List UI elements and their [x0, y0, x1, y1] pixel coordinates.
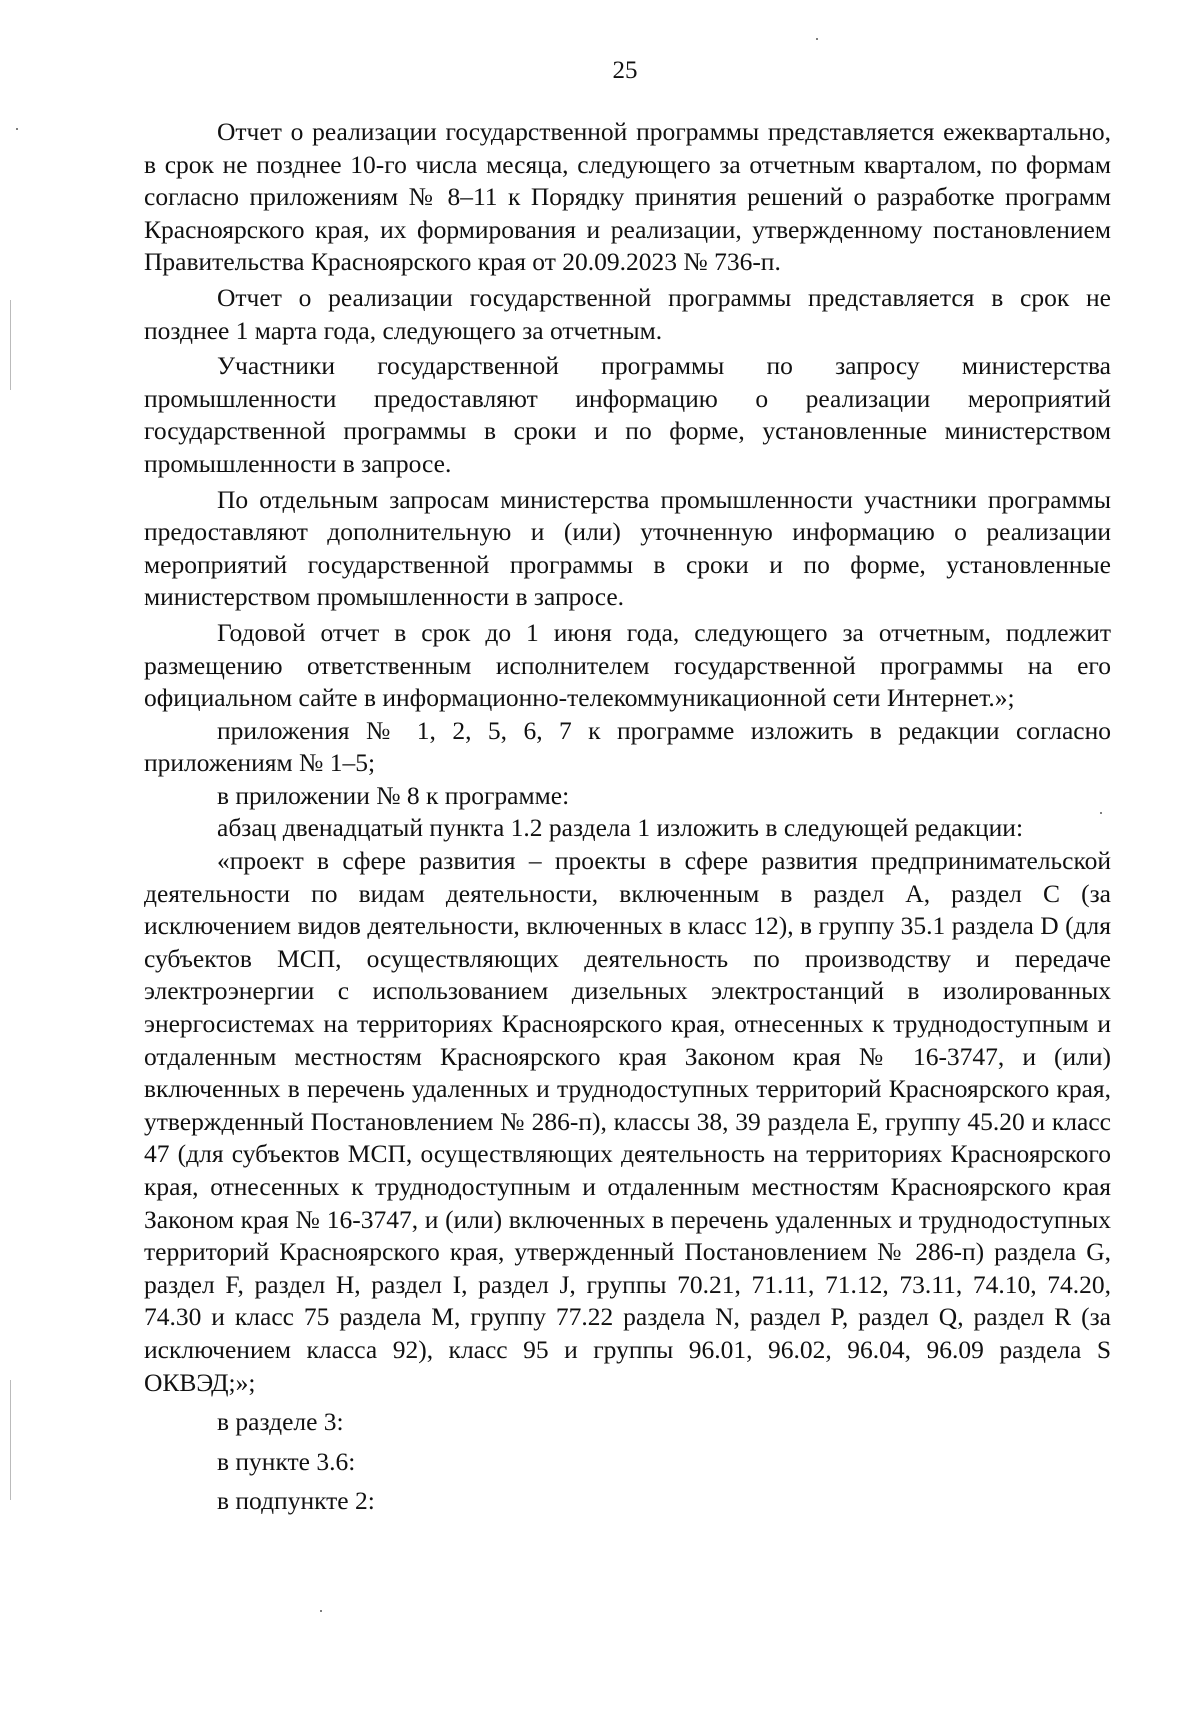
scan-speck [816, 38, 818, 40]
document-body [144, 116, 1111, 1518]
scan-margin-line [10, 300, 11, 390]
paragraph-report-annual-deadline: Отчет о реализации государственной программы представляется в срок не позднее 1 марта года, следующего за отчетным. [144, 282, 1111, 345]
paragraph-report-quarterly: Отчет о реализации государственной программы представляется ежеквартально, в срок не позднее 10-го числа месяца, следующего за отчетным кварталом, по формам согласно приложениям № 8–11 к Порядку принятия решений о разработке программ Красноярского края, их формирования и реализации, утвержденному постановлением Правительства Красноярского края от 20.09.2023 № 736-п. [144, 117, 1111, 277]
paragraph-appendices-amendment: приложения № 1, 2, 5, 6, 7 к программе изложить в редакции согласно приложениям № 1–5; [144, 715, 1111, 778]
paragraph-section-3: в разделе 3: [217, 1407, 344, 1437]
paragraph-subitem-2: в подпункте 2: [217, 1486, 375, 1516]
scan-speck [1100, 812, 1102, 814]
paragraph-item-3-6: в пункте 3.6: [217, 1446, 356, 1476]
paragraph-participants-info: Участники государственной программы по запросу министерства промышленности предоставляют информацию о реализации мероприятий государственной программы в сроки и по форме, установленные министерством промышленности в запросе. [144, 351, 1111, 478]
scan-speck [320, 1610, 322, 1612]
paragraph-project-definition: «проект в сфере развития – проекты в сфере развития предпринимательской деятельности по видам деятельности, включенным в раздел A, раздел C (за исключением видов деятельности, включенных в класс 12), в группу 35.1 раздела D (для субъектов МСП, осуществляющих деятельность по производству и передаче электроэнергии с использованием дизельных электростанций в изолированных энергосистемах на территориях Красноярского края, отнесенных к труднодоступным и отдаленным местностям Красноярского края Законом края № 16-3747, и (или) включенных в перечень удаленных и труднодоступных территорий Красноярского края, утвержденный Постановлением № 286-п), классы 38, 39 раздела E, группу 45.20 и класс 47 (для субъектов МСП, осуществляющих деятельность на территориях Красноярского края, отнесенных к труднодоступным и отдаленным местностям Красноярского края Законом края № 16-3747, и (или) включенных в перечень удаленных и труднодоступных территорий Красноярского края, утвержденный Постановлением № 286-п) раздела G, раздел F, раздел H, раздел I, раздел J, группы 70.21, 71.11, 71.12, 73.11, 74.10, 74.20, 74.30 и класс 75 раздела M, группу 77.22 раздела N, раздел P, раздел Q, раздел R (за исключением класса 92), класс 95 и группы 96.01, 96.02, 96.04, 96.09 раздела S ОКВЭД;»; [144, 846, 1111, 1397]
paragraph-clause-1-2: абзац двенадцатый пункта 1.2 раздела 1 изложить в следующей редакции: [217, 813, 1024, 843]
paragraph-separate-requests: По отдельным запросам министерства промышленности участники программы предоставляют дополнительную и (или) уточненную информацию о реализации мероприятий государственной программы в сроки и по форме, установленные министерством промышленности в запросе. [144, 484, 1111, 612]
scan-margin-line [10, 1380, 11, 1500]
scan-speck [16, 128, 18, 130]
page-number: 25 [612, 57, 638, 84]
paragraph-appendix-8: в приложении № 8 к программе: [217, 780, 570, 810]
paragraph-annual-report-publication: Годовой отчет в срок до 1 июня года, следующего за отчетным, подлежит размещению ответственным исполнителем государственной программы на его официальном сайте в информационно-телекоммуникационной сети Интернет.»; [144, 617, 1111, 713]
